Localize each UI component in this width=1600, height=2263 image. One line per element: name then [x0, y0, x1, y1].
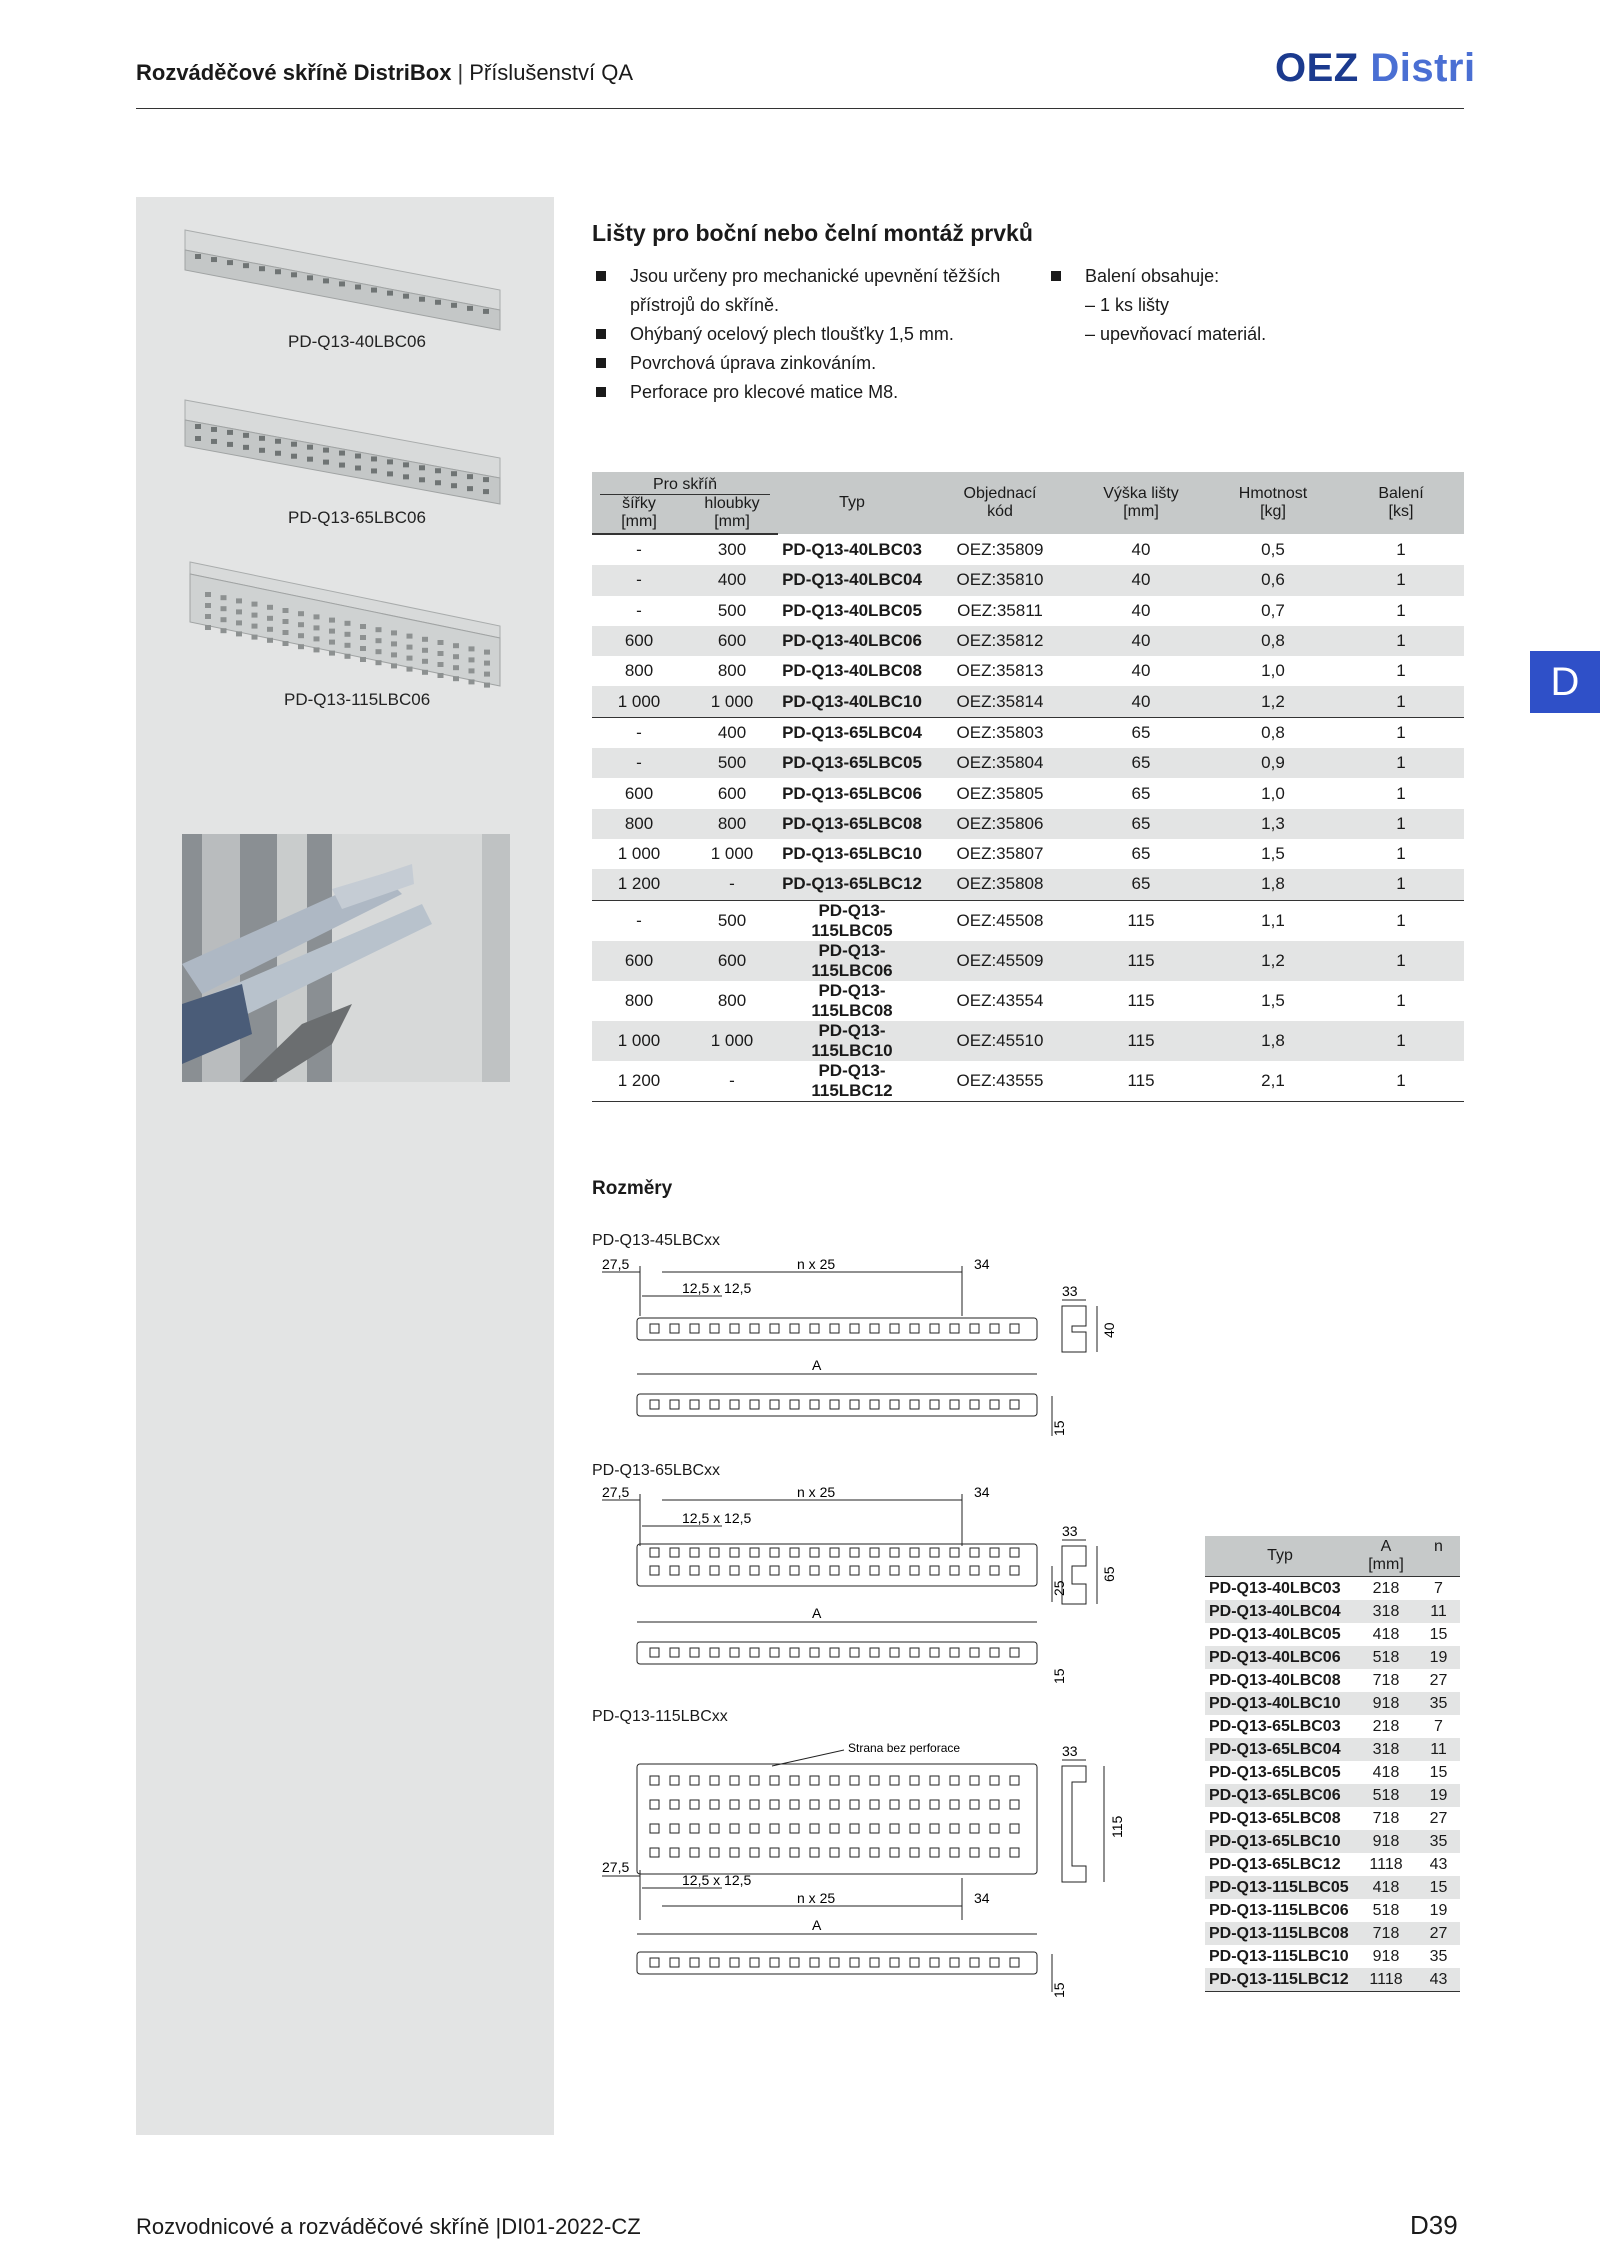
table-cell: 1	[1396, 844, 1406, 864]
dim-27-5: 27,5	[602, 1256, 630, 1272]
table-cell: 318	[1355, 1738, 1417, 1761]
table-cell: -	[636, 600, 642, 620]
table-cell: 11	[1417, 1600, 1460, 1623]
col-hmotnost: Hmotnost [kg]	[1208, 472, 1338, 534]
footer-code: DI01-2022-CZ	[501, 2214, 641, 2239]
table-cell: PD-Q13-40LBC05	[782, 600, 922, 620]
table-cell: 1	[1338, 869, 1464, 900]
feature-item: Perforace pro klecové matice M8.	[592, 378, 1012, 407]
table-cell: PD-Q13-115LBC10	[1209, 1947, 1349, 1965]
footer-text: Rozvodnicové a rozváděčové skříně	[136, 2214, 490, 2239]
table-cell: 43	[1429, 1855, 1448, 1873]
table-cell: 518	[1372, 1901, 1400, 1919]
table-cell: 1,1	[1261, 910, 1285, 930]
table-row	[1205, 1968, 1460, 1992]
table-cell: 40	[1074, 626, 1208, 656]
table-cell: 0,6	[1208, 565, 1338, 595]
table-row	[1205, 1876, 1460, 1899]
dim-hole: 12,5 x 12,5	[682, 1872, 752, 1888]
table-cell: 65	[1074, 748, 1208, 778]
header-rule	[136, 108, 1464, 109]
table-cell: -	[636, 540, 642, 560]
table-cell: 300	[717, 540, 747, 560]
dim-note: Strana bez perforace	[848, 1741, 961, 1755]
package-contents	[1047, 262, 1447, 349]
table-cell: 800	[592, 809, 686, 839]
feature-item: Jsou určeny pro mechanické upevnění těžších	[592, 262, 1012, 291]
table-row	[1205, 1922, 1460, 1945]
logo-oez: OEZ	[1275, 46, 1359, 90]
table-cell: 0,8	[1208, 626, 1338, 656]
dim-27-5: 27,5	[602, 1859, 630, 1875]
table-cell: 600	[592, 941, 686, 981]
table-cell: 518	[1355, 1646, 1417, 1669]
table-cell: OEZ:35810	[926, 565, 1074, 595]
table-cell: OEZ:45508	[956, 910, 1044, 930]
table-cell: PD-Q13-115LBC06	[778, 941, 926, 981]
table-cell: 800	[717, 990, 747, 1010]
table-cell: 65	[1074, 809, 1208, 839]
table-cell: 418	[1355, 1876, 1417, 1899]
col-objednaci: Objednací kód	[926, 472, 1074, 534]
table-cell: PD-Q13-115LBC08	[1205, 1922, 1355, 1945]
table-cell: OEZ:35803	[956, 722, 1044, 742]
table-cell: 0,7	[1261, 600, 1285, 620]
table-cell: 518	[1355, 1784, 1417, 1807]
table-cell: 1 000	[686, 1021, 778, 1061]
table-cell: 0,8	[1261, 722, 1285, 742]
page-header-title	[136, 60, 633, 86]
table-cell: 115	[1074, 941, 1208, 981]
caption-65: PD-Q13-65LBC06	[288, 508, 426, 527]
drawing-65	[592, 1484, 1132, 1684]
dimensions-table	[1205, 1536, 1460, 1992]
table-row	[592, 565, 1464, 595]
table-row	[592, 900, 1464, 941]
table-cell: 918	[1355, 1830, 1417, 1853]
table-row	[1205, 1899, 1460, 1922]
table-cell: 1	[1338, 686, 1464, 717]
table-row	[592, 626, 1464, 656]
table-cell: 500	[717, 910, 747, 930]
table-cell: OEZ:35811	[957, 600, 1043, 620]
rail-65-image	[180, 392, 510, 512]
table-cell: 600	[686, 626, 778, 656]
table-cell: 1	[1338, 1021, 1464, 1061]
table-row	[1205, 1715, 1460, 1738]
table-cell: 1	[1396, 910, 1406, 930]
table-cell: 1 000	[686, 686, 778, 717]
table-row	[592, 1021, 1464, 1061]
table-cell: 1 000	[592, 686, 686, 717]
product-table	[592, 472, 1464, 1102]
table-cell: 600	[717, 783, 747, 803]
col-typ: Typ	[778, 472, 926, 534]
header-separator: |	[457, 60, 464, 85]
table-cell: 1	[1338, 748, 1464, 778]
table-cell: PD-Q13-40LBC05	[1209, 1625, 1341, 1643]
table-cell: 418	[1372, 1625, 1400, 1643]
table-row	[1205, 1761, 1460, 1784]
table-cell: OEZ:35807	[956, 844, 1044, 864]
table-cell: 65	[1131, 844, 1151, 864]
table-cell: 115	[1074, 1021, 1208, 1061]
dim-hole: 12,5 x 12,5	[682, 1510, 752, 1526]
dim-15: 15	[1051, 1668, 1067, 1684]
dim-25: 25	[1051, 1580, 1067, 1596]
table-row	[592, 941, 1464, 981]
table-cell: PD-Q13-65LBC10	[782, 844, 922, 864]
dim-a: A	[812, 1605, 822, 1621]
col-typ: Typ	[1205, 1536, 1355, 1577]
table-cell: 600	[592, 626, 686, 656]
table-cell: 65	[1131, 783, 1151, 803]
package-title: Balení obsahuje:	[1047, 262, 1447, 291]
col-group-pro-skrin: Pro skříň	[592, 472, 778, 495]
rail-40-image	[180, 220, 510, 340]
table-cell: 115	[1127, 990, 1155, 1010]
table-cell: PD-Q13-40LBC03	[1209, 1579, 1341, 1597]
table-cell: 500	[717, 600, 747, 620]
table-cell: 1	[1338, 941, 1464, 981]
table-row	[592, 1061, 1464, 1102]
feature-list	[592, 262, 1012, 407]
table-cell: 718	[1372, 1809, 1400, 1827]
table-cell: PD-Q13-40LBC10	[778, 686, 926, 717]
rail-115-image	[180, 556, 510, 696]
table-cell: 1,0	[1261, 661, 1285, 681]
table-cell: 1 000	[617, 844, 661, 864]
table-cell: 600	[686, 941, 778, 981]
page-number: D39	[1410, 2210, 1458, 2240]
header-title-rest: Příslušenství QA	[469, 60, 634, 85]
table-row	[592, 869, 1464, 900]
table-row	[1205, 1577, 1460, 1601]
table-cell: 400	[686, 565, 778, 595]
table-row	[592, 778, 1464, 808]
table-cell: 600	[624, 783, 654, 803]
table-cell: 11	[1417, 1738, 1460, 1761]
table-cell: PD-Q13-65LBC04	[1205, 1738, 1355, 1761]
table-cell: 1	[1338, 1061, 1464, 1102]
table-cell: PD-Q13-65LBC10	[1205, 1830, 1355, 1853]
table-cell: PD-Q13-115LBC12	[1205, 1968, 1355, 1992]
logo-distri: Distri	[1370, 46, 1476, 90]
table-cell: PD-Q13-40LBC03	[782, 539, 922, 559]
table-cell: OEZ:35812	[926, 626, 1074, 656]
dim-a: A	[812, 1357, 822, 1373]
dim-hole: 12,5 x 12,5	[682, 1280, 752, 1296]
table-cell: -	[686, 1061, 778, 1102]
drawing-115	[592, 1730, 1132, 2010]
dim-height: 65	[1101, 1566, 1117, 1582]
table-cell: PD-Q13-40LBC04	[1205, 1600, 1355, 1623]
table-cell: OEZ:35805	[956, 783, 1044, 803]
header-title-bold: Rozváděčové skříně DistriBox	[136, 60, 452, 85]
table-cell: 7	[1434, 1717, 1443, 1735]
table-cell: PD-Q13-115LBC10	[778, 1021, 926, 1061]
table-cell: 19	[1417, 1646, 1460, 1669]
table-cell: OEZ:45510	[926, 1021, 1074, 1061]
table-cell: PD-Q13-65LBC03	[1209, 1717, 1341, 1735]
col-sirky: šířky [mm]	[592, 495, 686, 534]
table-cell: 1	[1338, 565, 1464, 595]
table-cell: PD-Q13-115LBC08	[811, 980, 893, 1020]
table-cell: PD-Q13-65LBC08	[1209, 1809, 1341, 1827]
page-footer	[136, 2214, 641, 2240]
table-cell: PD-Q13-115LBC12	[778, 1061, 926, 1102]
dim-34: 34	[974, 1890, 990, 1906]
table-row	[592, 717, 1464, 748]
table-cell: 1,8	[1208, 869, 1338, 900]
table-row	[1205, 1784, 1460, 1807]
feature-item-cont: přístrojů do skříně.	[630, 295, 780, 315]
dim-27-5: 27,5	[602, 1484, 630, 1500]
table-cell: 1,2	[1208, 686, 1338, 717]
table-cell: 718	[1372, 1671, 1400, 1689]
table-cell: PD-Q13-65LBC06	[782, 783, 922, 803]
table-cell: 800	[624, 990, 654, 1010]
dim-15: 15	[1051, 1420, 1067, 1436]
table-cell: PD-Q13-65LBC06	[1205, 1784, 1355, 1807]
caption-115: PD-Q13-115LBC06	[284, 690, 431, 709]
table-cell: 65	[1074, 869, 1208, 900]
table-cell: 1,5	[1261, 844, 1285, 864]
table-cell: 40	[1131, 539, 1151, 559]
table-cell: PD-Q13-115LBC05	[1205, 1876, 1355, 1899]
table-cell: 115	[1127, 910, 1155, 930]
table-row	[1205, 1853, 1460, 1876]
table-cell: 0,5	[1261, 539, 1285, 559]
dim-pitch: n x 25	[797, 1256, 836, 1272]
table-cell: 40	[1131, 661, 1151, 681]
table-row	[1205, 1945, 1460, 1968]
table-cell: PD-Q13-40LBC10	[1205, 1692, 1355, 1715]
table-cell: 1,8	[1208, 1021, 1338, 1061]
table-row	[592, 656, 1464, 686]
table-row	[1205, 1738, 1460, 1761]
footer-separator: |	[495, 2214, 502, 2239]
table-cell: -	[636, 910, 642, 930]
table-cell: 1	[1396, 990, 1406, 1010]
table-cell: 218	[1372, 1579, 1400, 1597]
table-cell: 27	[1429, 1671, 1448, 1689]
feature-item: Povrchová úprava zinkováním.	[592, 349, 1012, 378]
table-cell: 1	[1338, 626, 1464, 656]
installation-photo	[182, 834, 510, 1082]
table-cell: 1,0	[1261, 783, 1285, 803]
table-cell: PD-Q13-40LBC08	[782, 661, 922, 681]
dimensions-title: Rozměry	[592, 1178, 673, 1199]
table-cell: 43	[1417, 1968, 1460, 1992]
table-row	[592, 981, 1464, 1021]
table-cell: OEZ:35808	[926, 869, 1074, 900]
table-cell: 218	[1372, 1717, 1400, 1735]
table-cell: 15	[1429, 1763, 1448, 1781]
drawing-label-65: PD-Q13-65LBCxx	[592, 1462, 721, 1479]
drawing-label-45: PD-Q13-45LBCxx	[592, 1232, 721, 1249]
table-row	[592, 809, 1464, 839]
caption-40: PD-Q13-40LBC06	[288, 332, 426, 351]
table-cell: 800	[717, 661, 747, 681]
table-cell: 40	[1074, 686, 1208, 717]
table-cell: PD-Q13-115LBC05	[811, 900, 893, 940]
dim-pitch: n x 25	[797, 1484, 836, 1500]
table-cell: 800	[686, 809, 778, 839]
table-cell: 15	[1417, 1876, 1460, 1899]
table-cell: 918	[1372, 1947, 1400, 1965]
dim-34: 34	[974, 1484, 990, 1500]
table-cell: 1	[1396, 539, 1406, 559]
table-cell: -	[686, 869, 778, 900]
table-cell: -	[592, 748, 686, 778]
table-cell: OEZ:35806	[926, 809, 1074, 839]
table-cell: 15	[1429, 1625, 1448, 1643]
table-row	[1205, 1623, 1460, 1646]
table-cell: 400	[717, 722, 747, 742]
table-row	[592, 534, 1464, 565]
table-row	[592, 839, 1464, 869]
table-cell: 27	[1429, 1809, 1448, 1827]
table-cell: PD-Q13-40LBC06	[1205, 1646, 1355, 1669]
table-cell: PD-Q13-65LBC05	[778, 748, 926, 778]
table-cell: OEZ:45509	[926, 941, 1074, 981]
dim-height: 40	[1101, 1322, 1117, 1338]
table-cell: 500	[686, 748, 778, 778]
table-cell: -	[592, 565, 686, 595]
dim-33: 33	[1062, 1283, 1078, 1299]
table-cell: 35	[1417, 1830, 1460, 1853]
table-cell: 1	[1396, 600, 1406, 620]
table-cell: 115	[1074, 1061, 1208, 1102]
col-hloubky: hloubky [mm]	[686, 495, 778, 534]
col-baleni: Balení [ks]	[1338, 472, 1464, 534]
table-cell: 40	[1074, 565, 1208, 595]
dim-34: 34	[974, 1256, 990, 1272]
table-cell: -	[636, 722, 642, 742]
dim-15: 15	[1051, 1982, 1067, 1998]
table-cell: 1118	[1369, 1855, 1403, 1873]
table-cell: 40	[1131, 600, 1151, 620]
table-cell: 1	[1338, 809, 1464, 839]
table-cell: 19	[1417, 1784, 1460, 1807]
drawing-label-115: PD-Q13-115LBCxx	[592, 1708, 728, 1725]
package-item: – upevňovací materiál.	[1085, 324, 1267, 344]
table-cell: 1	[1396, 783, 1406, 803]
table-row	[1205, 1692, 1460, 1715]
table-cell: 1,3	[1208, 809, 1338, 839]
table-cell: PD-Q13-40LBC04	[778, 565, 926, 595]
table-cell: PD-Q13-115LBC06	[1209, 1901, 1349, 1919]
table-row	[1205, 1669, 1460, 1692]
table-cell: 19	[1429, 1901, 1448, 1919]
table-cell: 27	[1417, 1922, 1460, 1945]
dim-33: 33	[1062, 1523, 1078, 1539]
table-row	[1205, 1830, 1460, 1853]
table-cell: OEZ:35804	[926, 748, 1074, 778]
table-cell: 800	[624, 661, 654, 681]
table-cell: PD-Q13-65LBC04	[782, 722, 922, 742]
table-cell: OEZ:35813	[956, 661, 1044, 681]
table-cell: 718	[1355, 1922, 1417, 1945]
table-cell: 1,2	[1208, 941, 1338, 981]
table-cell: 1	[1396, 722, 1406, 742]
table-cell: 418	[1372, 1763, 1400, 1781]
table-cell: PD-Q13-40LBC08	[1209, 1671, 1341, 1689]
dim-height: 115	[1109, 1815, 1125, 1838]
table-cell: 918	[1355, 1692, 1417, 1715]
dim-33: 33	[1062, 1743, 1078, 1759]
table-cell: 1 000	[710, 844, 754, 864]
table-cell: 1 000	[592, 1021, 686, 1061]
table-cell: OEZ:43554	[956, 990, 1044, 1010]
table-row	[1205, 1600, 1460, 1623]
table-row	[1205, 1807, 1460, 1830]
table-cell: 0,9	[1208, 748, 1338, 778]
feature-item: Ohýbaný ocelový plech tloušťky 1,5 mm.	[592, 320, 1012, 349]
section-title: Lišty pro boční nebo čelní montáž prvků	[592, 220, 1033, 246]
dim-pitch: n x 25	[797, 1890, 836, 1906]
table-cell: PD-Q13-65LBC12	[778, 869, 926, 900]
table-cell: 2,1	[1208, 1061, 1338, 1102]
table-cell: PD-Q13-65LBC12	[1209, 1855, 1341, 1873]
package-item: – 1 ks lišty	[1085, 295, 1170, 315]
table-cell: OEZ:43555	[926, 1061, 1074, 1102]
table-cell: 1	[1396, 661, 1406, 681]
table-cell: 1 200	[592, 1061, 686, 1102]
table-cell: 318	[1355, 1600, 1417, 1623]
table-cell: 65	[1131, 722, 1151, 742]
table-cell: 7	[1434, 1579, 1443, 1597]
table-cell: 1,5	[1261, 990, 1285, 1010]
table-cell: 1 200	[592, 869, 686, 900]
col-a: A [mm]	[1355, 1536, 1417, 1577]
table-cell: OEZ:35814	[926, 686, 1074, 717]
section-tab-d: D	[1530, 651, 1600, 713]
table-cell: 35	[1417, 1692, 1460, 1715]
table-row	[592, 686, 1464, 717]
dim-a: A	[812, 1917, 822, 1933]
oez-distri-logo	[1275, 46, 1476, 91]
table-cell: PD-Q13-40LBC06	[778, 626, 926, 656]
table-row	[592, 596, 1464, 626]
table-row	[1205, 1646, 1460, 1669]
col-n: n	[1417, 1536, 1460, 1577]
table-cell: PD-Q13-65LBC05	[1209, 1763, 1341, 1781]
table-row	[592, 748, 1464, 778]
col-vyska: Výška lišty [mm]	[1074, 472, 1208, 534]
table-cell: PD-Q13-65LBC08	[778, 809, 926, 839]
table-cell: OEZ:35809	[956, 539, 1044, 559]
drawing-45	[592, 1256, 1132, 1446]
table-cell: 35	[1429, 1947, 1448, 1965]
table-cell: 1118	[1355, 1968, 1417, 1992]
